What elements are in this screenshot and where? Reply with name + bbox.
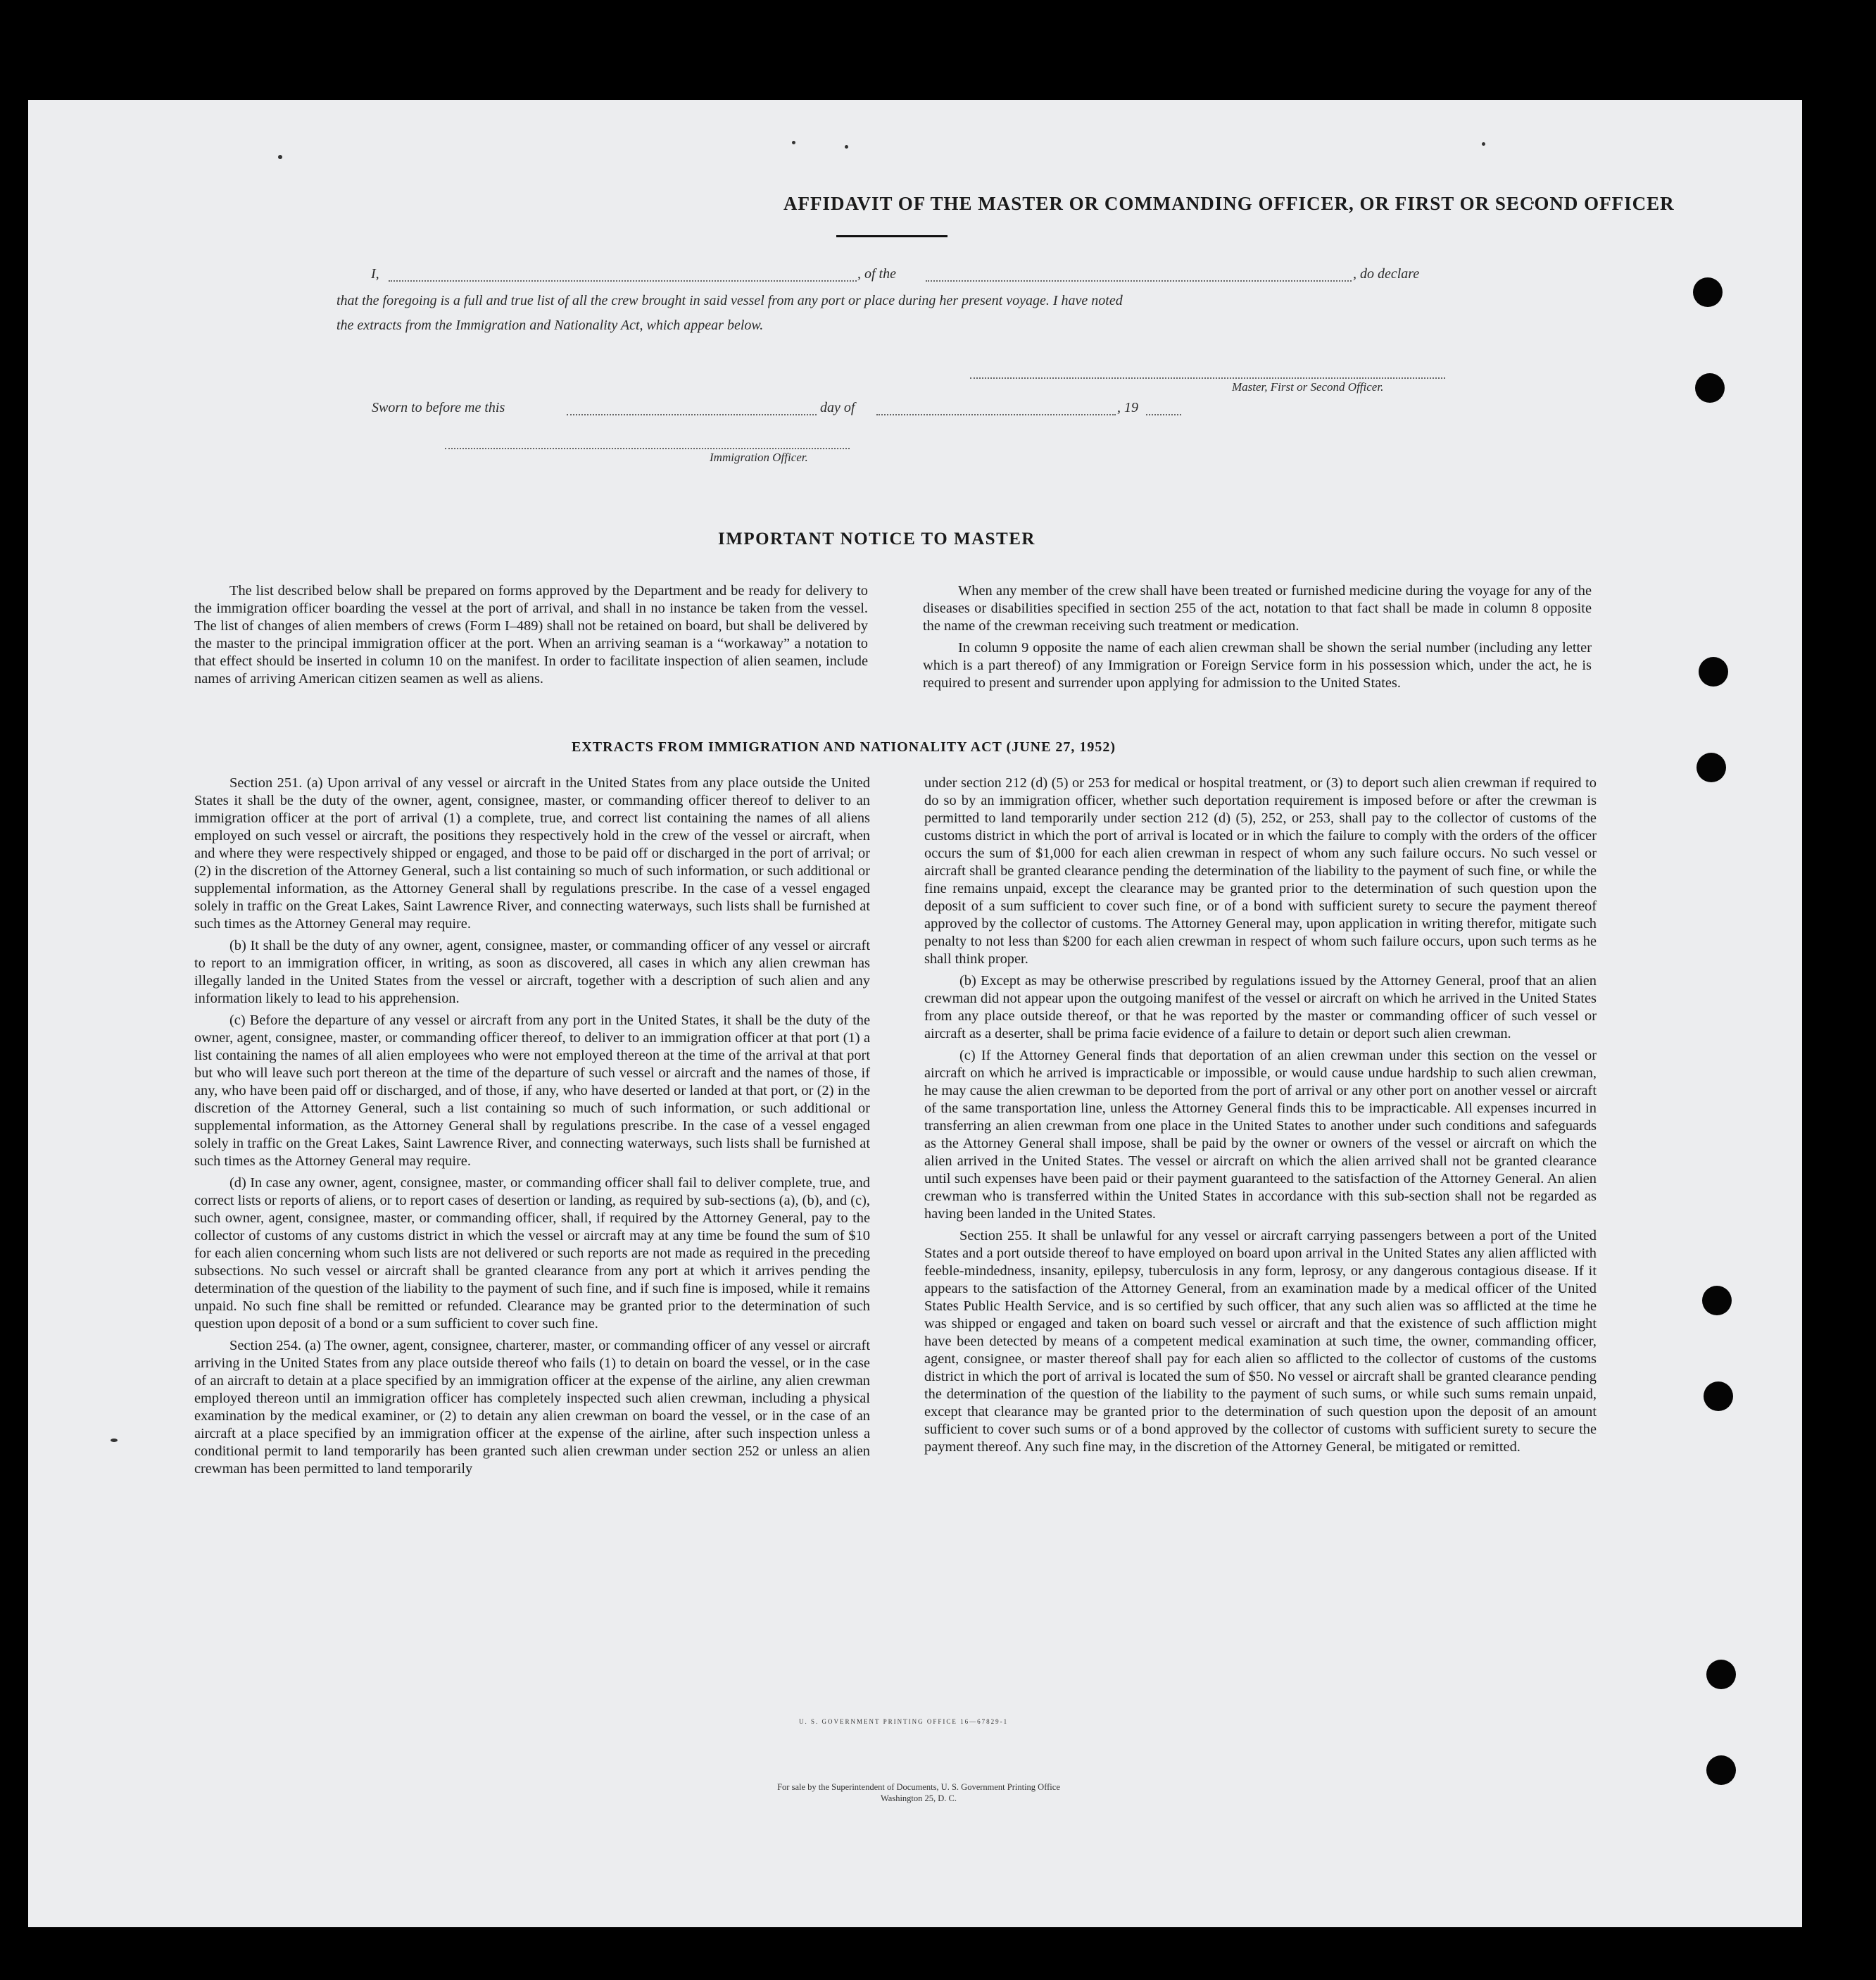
sworn-year-field[interactable] bbox=[1146, 414, 1181, 415]
notice-heading: IMPORTANT NOTICE TO MASTER bbox=[718, 530, 1035, 549]
i-label: I, bbox=[371, 266, 379, 282]
name-field[interactable] bbox=[389, 280, 857, 282]
title-rule bbox=[836, 235, 948, 237]
master-signature-caption: Master, First or Second Officer. bbox=[1232, 380, 1384, 394]
punch-hole bbox=[1693, 277, 1723, 307]
day-of-label: day of bbox=[820, 400, 855, 415]
extracts-heading: EXTRACTS FROM IMMIGRATION AND NATIONALITY ACT (JUNE 27, 1952) bbox=[572, 739, 1116, 755]
punch-hole bbox=[1702, 1286, 1732, 1315]
section-254-a-continued: under section 212 (d) (5) or 253 for medical or hospital treatment, or (3) to deport such alien crewman if required to do so by an immigration officer, whether such deportation requirement is imposed before or after the crewman is permitted to land temporarily under section 212 (d) (5), 252, or 253, shall pay to the collector of customs of the customs district in which the port of arrival is located or in which the failure to comply with the orders of the officer occurs the sum of $1,000 for each alien crewman in respect of whom any such failure occurs. No such vessel or aircraft shall be granted clearance pending the determination of the liability to the payment of such fine, or while the fine remains unpaid, except the clearance may be granted prior to the determination of such question upon the deposit of a sum sufficient to cover such fine, or of a bond with sufficient surety to secure the payment thereof approved by the collector of customs. The Attorney General may, upon application in writing therefor, mitigate such penalty to not less than $200 for each alien crewman in respect of whom such failure occurs, upon such terms as he shall think proper. bbox=[924, 775, 1597, 967]
sworn-label: Sworn to before me this bbox=[372, 400, 505, 415]
section-251-c: (c) Before the departure of any vessel or aircraft from any port in the United States, it shall be the duty of the owner, agent, consignee, master, or commanding officer thereof, to deliver to an immigration officer at that port (1) a list containing the names of all alien employees who were not employed thereon at the time of the arrival at that port but who will leave such port thereon at the time of the departure of such vessel or aircraft and the names of those, if any, who have been paid off or discharged, and of those, if any, who have deserted or landed at that port, or (2) in the discretion of the Attorney General, such a list containing so much of such information, or such additional or supplemental information, as the Attorney General shall by regulations prescribe. In the case of a vessel engaged solely in traffic on the Great Lakes, Saint Lawrence River, and connecting waterways, such lists shall be furnished at such times as the Attorney General may require. bbox=[194, 1013, 870, 1169]
notice-right-paragraph-2: In column 9 opposite the name of each alien crewman shall be shown the serial number (including any letter which is a part thereof) of any Immigration or Foreign Service form in his possession which, under the act, he is required to present and surrender upon applying for admission to the United States. bbox=[923, 640, 1592, 691]
immigration-officer-signature-field[interactable] bbox=[445, 448, 850, 449]
master-signature-field[interactable] bbox=[970, 377, 1445, 379]
section-254-a: Section 254. (a) The owner, agent, consignee, charterer, master, or commanding officer of any vessel or aircraft arriving in the United States from any place outside thereof who fails (1) to detain on board the vessel, or in the case of an aircraft to detain at a place specified by an immigration officer at the expense of the airline, any alien crewman employed thereon until an immigration officer has completely inspected such alien crewman, including a physical examination by the medical examiner, or (2) to detain any alien crewman on board the vessel, or in the case of an aircraft at a place specified by an immigration officer at the expense of the airline, after such inspection unless a conditional permit to land temporarily has been granted such alien crewman under section 252 or unless an alien crewman has been permitted to land temporarily bbox=[194, 1338, 870, 1477]
year-label: , 19 bbox=[1117, 400, 1138, 415]
extracts-left-column bbox=[194, 775, 870, 1482]
section-251-d: (d) In case any owner, agent, consignee, master, or commanding officer shall fail to deliver complete, true, and correct lists or reports of aliens, or to report cases of desertion or landing, as required by sub-sections (a), (b), and (c), such owner, agent, consignee, master, or commanding officer, shall, if required by the Attorney General, pay to the collector of customs of any customs district in which the vessel or aircraft may at any time be found the sum of $10 for each alien concerning whom such lists are not delivered or such reports are not made as required in the preceding subsections. No such vessel or aircraft shall be granted clearance from any port at which it arrives pending the determination of the question of the liability to the payment of such fine, and if such fine is imposed, while it remains unpaid. No such fine shall be remitted or refunded. Clearance may be granted prior to the determination of such question upon deposit of a bond or a sum sufficient to cover such fine. bbox=[194, 1175, 870, 1332]
of-the-label: , of the bbox=[857, 266, 896, 282]
do-declare-label: , do declare bbox=[1353, 266, 1420, 282]
punch-hole bbox=[1699, 657, 1728, 687]
extracts-right-column bbox=[924, 775, 1597, 1460]
section-254-c: (c) If the Attorney General finds that deportation of an alien crewman under this section on the vessel or aircraft on which he arrived is impracticable or impossible, or would cause undue hardship to such alien crewman, he may cause the alien crewman to be deported from the port of arrival or any other port on another vessel or aircraft of the same transportation line, unless the Attorney General finds this to be impracticable. All expenses incurred in transferring an alien crewman from one place in the United States to another under such conditions and safeguards as the Attorney General shall impose, shall be paid by the owner or owners of the vessel or aircraft on which the alien arrived in the United States. The vessel or aircraft on which the alien arrived shall not be granted clearance until such expenses have been paid or their payment guaranteed to the satisfaction of the Attorney General. An alien crewman who is transferred within the United States in accordance with this sub-section shall not be regarded as having been landed in the United States. bbox=[924, 1048, 1597, 1222]
sworn-month-field[interactable] bbox=[876, 414, 1116, 415]
notice-right-paragraph-1: When any member of the crew shall have been treated or furnished medicine during the voyage for any of the diseases or disabilities specified in section 255 of the act, notation to that fact shall be made in column 8 opposite the name of the crewman receiving such treatment or medication. bbox=[923, 583, 1592, 634]
section-251-a: Section 251. (a) Upon arrival of any vessel or aircraft in the United States from any place outside the United States it shall be the duty of the owner, agent, consignee, master, or commanding officer thereof to deliver to an immigration officer at the port of arrival (1) a complete, true, and correct list containing the names of all aliens employed on such vessel or aircraft, the positions they respectively hold in the crew of the vessel or aircraft, when and where they were respectively shipped or engaged, and those to be paid off or discharged in the port of arrival; or (2) in the discretion of the Attorney General, such a list containing so much of such information, or such additional or supplemental information, as the Attorney General shall by regulations prescribe. In the case of a vessel engaged solely in traffic on the Great Lakes, Saint Lawrence River, and connecting waterways, such lists shall be furnished at such times as the Attorney General may require. bbox=[194, 775, 870, 932]
speck bbox=[278, 155, 282, 159]
punch-hole bbox=[1695, 373, 1725, 403]
notice-right-column bbox=[923, 582, 1592, 696]
printing-office-code: U. S. GOVERNMENT PRINTING OFFICE 16—67829-1 bbox=[799, 1718, 1009, 1725]
declaration-line-1: that the foregoing is a full and true list of all the crew brought in said vessel from any port or place during her present voyage. I have noted bbox=[336, 293, 1123, 308]
sworn-day-field[interactable] bbox=[567, 414, 817, 415]
sale-line-2: Washington 25, D. C. bbox=[880, 1793, 957, 1803]
notice-left-column bbox=[194, 582, 868, 692]
speck bbox=[845, 145, 848, 149]
speck bbox=[111, 1439, 118, 1442]
punch-hole bbox=[1704, 1381, 1733, 1411]
vessel-field[interactable] bbox=[926, 280, 1352, 282]
immigration-officer-caption: Immigration Officer. bbox=[710, 451, 808, 464]
section-255: Section 255. It shall be unlawful for any vessel or aircraft carrying passengers between a port of the United States and a port outside thereof to have employed on board upon arrival in the United States any alien afflicted with feeble-mindedness, insanity, epilepsy, tuberculosis in any form, leprosy, or any dangerous contagious disease. If it appears to the satisfaction of the Attorney General, from an examination made by a medical officer of the United States Public Health Service, and is so certified by such officer, that any such alien was so afflicted at the time he was shipped or engaged and taken on board such vessel or aircraft and that the existence of such affliction might have been detected by means of a competent medical examination at such time, the owner, commanding officer, agent, consignee, or master thereof shall pay for each alien so afflicted to the collector of customs of the customs district in which the port of arrival is located the sum of $50. No vessel or aircraft shall be granted clearance pending the determination of the question of the liability to the payment of such sums, or while such sums remain unpaid, except that clearance may be granted prior to the determination of such question upon the deposit of an amount sufficient to cover such sums or of a bond approved by the collector of customs with sufficient surety to secure the payment thereof. Any such fine may, in the discretion of the Attorney General, be mitigated or remitted. bbox=[924, 1228, 1597, 1455]
speck bbox=[1482, 142, 1485, 146]
section-254-b: (b) Except as may be otherwise prescribed by regulations issued by the Attorney General, proof that an alien crewman did not appear upon the outgoing manifest of the vessel or aircraft on which he arrived in the United States from any place outside thereof, or that he was reported by the master or commanding officer of such vessel or aircraft as a deserter, shall be prima facie evidence of a failure to detain or deport such alien crewman. bbox=[924, 973, 1597, 1041]
affidavit-title: AFFIDAVIT OF THE MASTER OR COMMANDING OFFICER, OR FIRST OR SECOND OFFICER bbox=[783, 193, 1675, 214]
punch-hole bbox=[1706, 1755, 1736, 1785]
notice-left-paragraph: The list described below shall be prepared on forms approved by the Department and be ready for delivery to the immigration officer boarding the vessel at the port of arrival, and shall in no instance be taken from the vessel. The list of changes of alien members of crews (Form I–489) shall not be retained on board, but shall be delivered by the master to the principal immigration officer at the port. When an arriving seaman is a “workaway” a notation to that effect should be inserted in column 10 on the manifest. In order to facilitate inspection of alien seamen, include names of arriving American citizen seamen as well as aliens. bbox=[194, 583, 868, 687]
speck bbox=[792, 141, 795, 144]
punch-hole bbox=[1706, 1660, 1736, 1689]
section-251-b: (b) It shall be the duty of any owner, agent, consignee, master, or commanding officer of any vessel or aircraft to report to an immigration officer, in writing, as soon as discovered, all cases in which any alien crewman has illegally landed in the United States from the vessel or aircraft, together with a description of such alien and any information likely to lead to his apprehension. bbox=[194, 938, 870, 1006]
punch-hole bbox=[1696, 753, 1726, 782]
sale-line-1: For sale by the Superintendent of Documents, U. S. Government Printing Office bbox=[777, 1782, 1060, 1792]
declaration-line-2: the extracts from the Immigration and Nationality Act, which appear below. bbox=[336, 318, 764, 333]
